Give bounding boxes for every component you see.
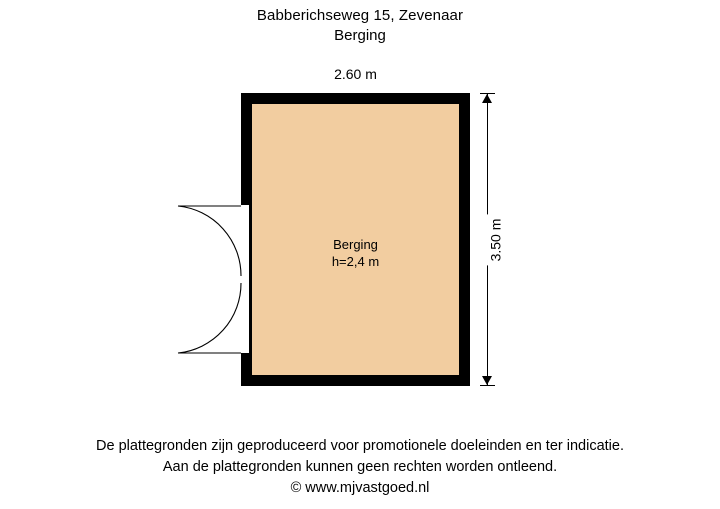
room-height: h=2,4 m [331, 254, 380, 269]
room-label [252, 236, 459, 270]
page-title: Babberichseweg 15, Zevenaar [256, 7, 464, 24]
room-name: Berging [333, 237, 378, 252]
double-door-swing-icon [160, 195, 260, 365]
dimension-height-label: 3.50 m [484, 214, 506, 265]
dimension-width [241, 66, 470, 96]
dimension-height [478, 93, 508, 386]
dimension-width-label: 2.60 m [324, 66, 387, 82]
dimension-width-label-wrap [241, 66, 470, 82]
page-subtitle: Berging [334, 27, 386, 44]
arrow-up-icon [482, 94, 492, 103]
arrow-down-icon [482, 376, 492, 385]
footer-line-2: Aan de plattegronden kunnen geen rechten worden ontleend. [162, 459, 558, 475]
footer-disclaimer [0, 436, 720, 499]
footer-line-1: De plattegronden zijn geproduceerd voor promotionele doeleinden en ter indicatie. [96, 438, 624, 454]
footer-copyright: © www.mjvastgoed.nl [290, 480, 430, 496]
dimension-height-cap-bottom [480, 385, 495, 386]
